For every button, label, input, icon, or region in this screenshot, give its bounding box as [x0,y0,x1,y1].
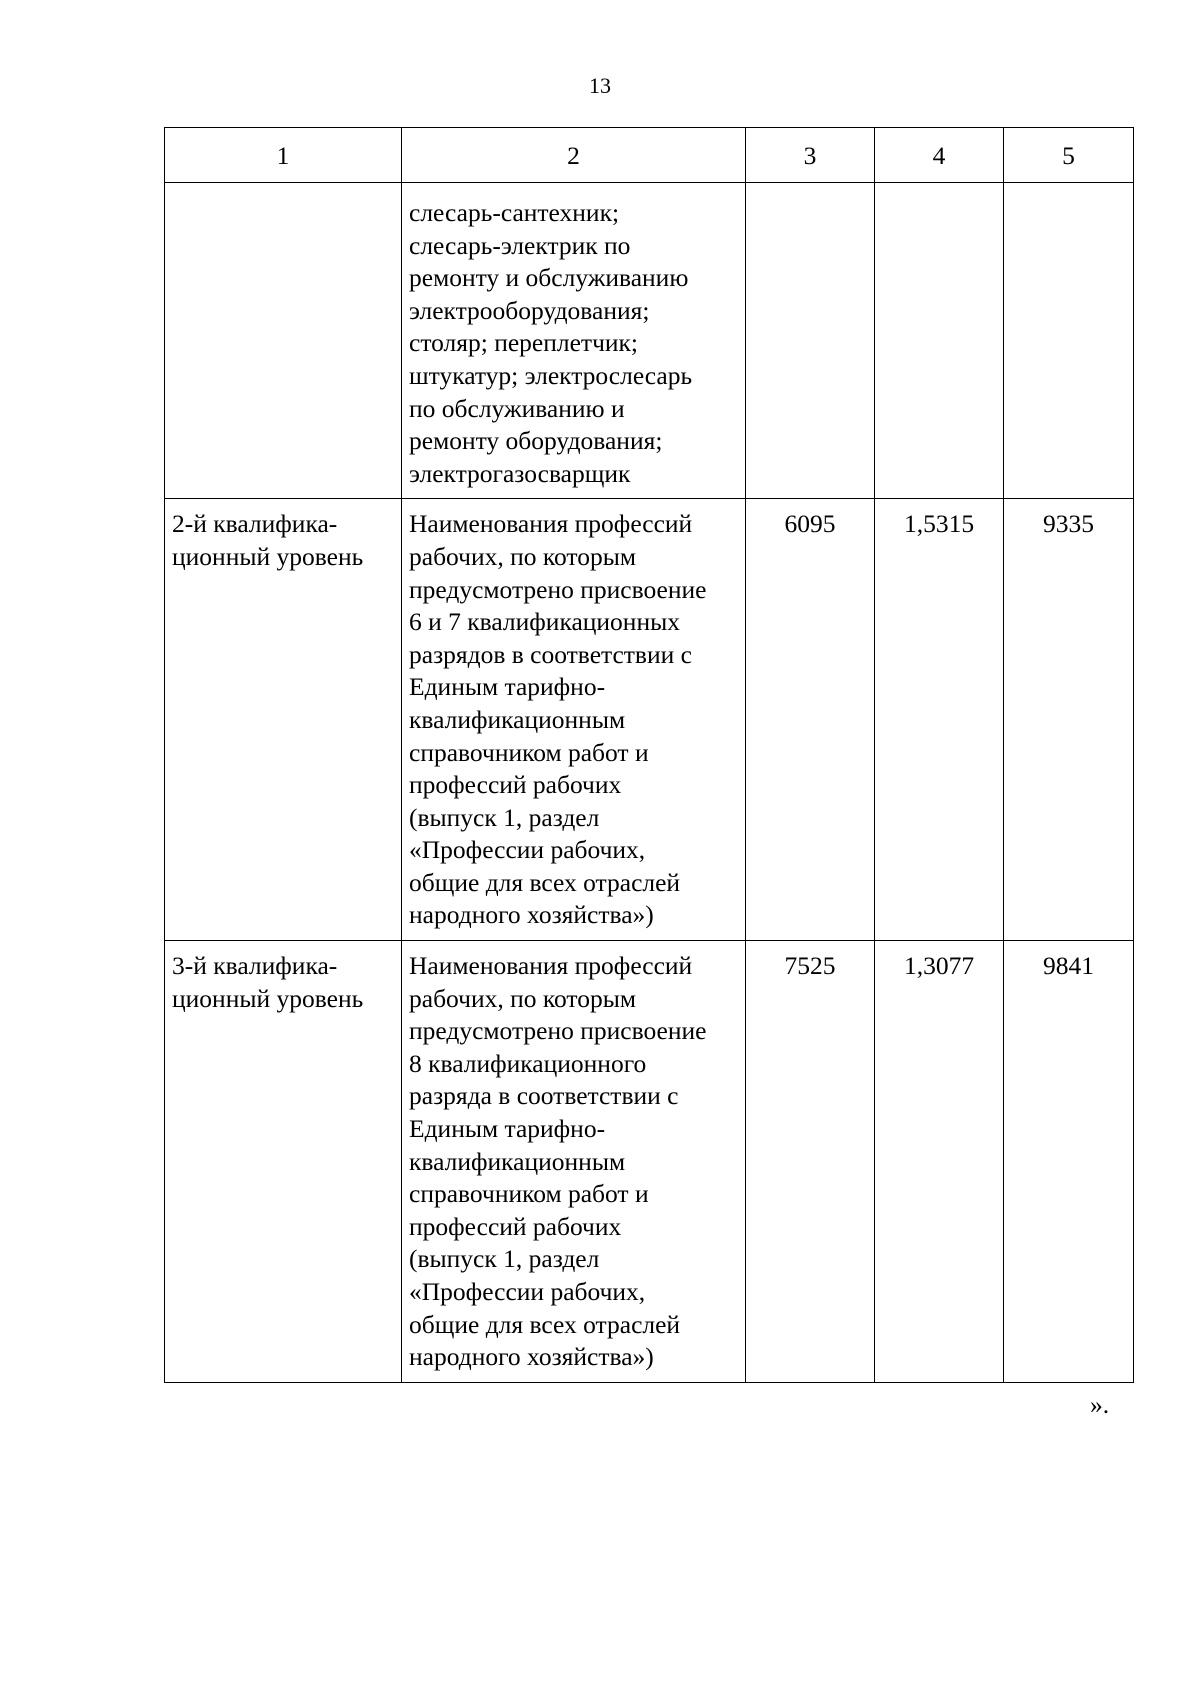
header-cell: 1 [165,128,402,183]
cell-line: рабочих, по которым [409,541,636,571]
cell-line: (выпуск 1, раздел [409,1244,600,1274]
page-number: 13 [589,73,611,98]
total-cell: 9841 [1004,941,1134,1383]
cell-line: профессий рабочих [409,1211,622,1241]
cell-line: электрогазосварщик [409,458,631,488]
cell-line: народного хозяйства») [409,1342,654,1372]
cell-line: электрооборудования; [409,295,650,325]
header-cell: 3 [746,128,875,183]
cell-line: предусмотрено присвоение [409,1016,707,1046]
cell-line: ционный уровень [172,983,364,1013]
cell-line: профессий рабочих [409,770,622,800]
closing-quote-mark: ». [1090,1390,1110,1419]
cell-line: Наименования профессий [409,951,693,981]
cell-line: штукатур; электрослесарь [409,360,693,390]
cell-line: общие для всех отраслей [409,1309,681,1339]
cell-line: ремонту и обслуживанию [409,263,689,293]
cell-line: 3-й квалифика- [172,951,338,981]
cell-line: разрядов в соответствии с [409,639,692,669]
cell-line: Единым тарифно- [409,672,606,702]
cell-line: квалификационным [409,1146,626,1176]
cell-line: разряда в соответствии с [409,1081,679,1111]
table-row [165,499,1134,941]
cell-line: квалификационным [409,704,626,734]
cell-line: слесарь-сантехник; [409,198,620,227]
cell-line: общие для всех отраслей [409,867,681,897]
cell-line: слесарь-электрик по [409,230,631,260]
cell-line: «Профессии рабочих, [409,835,646,865]
description-cell [402,499,746,941]
cell-line: ремонту оборудования; [409,426,663,456]
cell-line: (выпуск 1, раздел [409,802,600,832]
coefficient-cell [875,183,1004,499]
cell-line: по обслуживанию и [409,393,625,423]
header-cell: 5 [1004,128,1134,183]
total-cell [1004,183,1134,499]
cell-line: ционный уровень [172,541,364,571]
cell-line: 6 и 7 квалификационных [409,607,680,637]
cell-line: Единым тарифно- [409,1114,606,1144]
header-cell: 4 [875,128,1004,183]
salary-cell [746,183,875,499]
cell-line: справочником работ и [409,737,649,767]
cell-line: справочником работ и [409,1179,649,1209]
coefficient-cell: 1,5315 [875,499,1004,941]
description-cell [402,183,746,499]
table-header-row [165,128,1134,183]
cell-line: народного хозяйства») [409,900,654,930]
cell-line: Наименования профессий [409,509,693,539]
level-cell [165,499,402,941]
level-cell [165,941,402,1383]
coefficient-cell: 1,3077 [875,941,1004,1383]
cell-line: предусмотрено присвоение [409,574,707,604]
qualification-table [164,127,1134,1383]
table-row [165,183,1134,499]
level-cell [165,183,402,499]
header-cell: 2 [402,128,746,183]
salary-cell: 6095 [746,499,875,941]
cell-line: столяр; переплетчик; [409,328,639,358]
description-cell [402,941,746,1383]
cell-line: 2-й квалифика- [172,509,338,539]
total-cell: 9335 [1004,499,1134,941]
salary-cell: 7525 [746,941,875,1383]
cell-line: рабочих, по которым [409,983,636,1013]
cell-line: 8 квалификационного [409,1048,647,1078]
table-row [165,941,1134,1383]
cell-line: «Профессии рабочих, [409,1277,646,1306]
